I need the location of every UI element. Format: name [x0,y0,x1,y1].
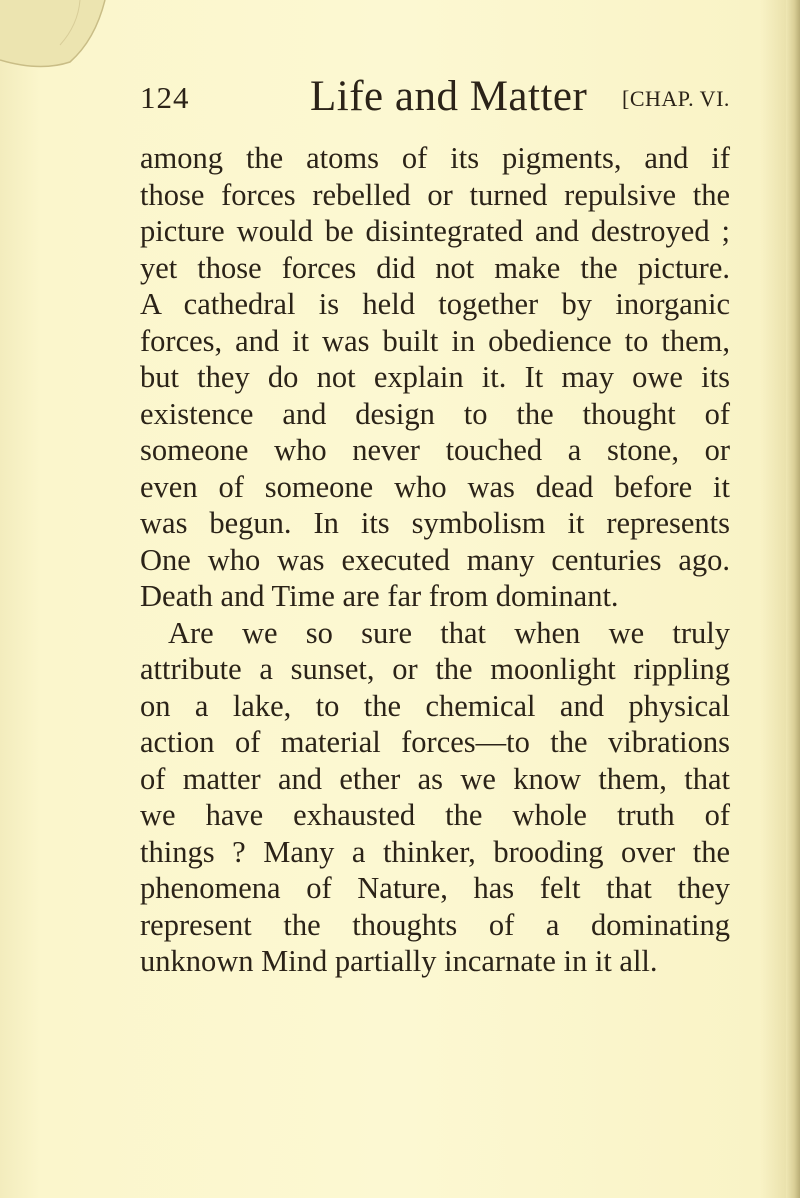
page-header [0,70,800,130]
text-line: among the atoms of its pigments, and if [140,141,730,175]
text-line: we have exhausted the whole truth of [140,798,730,832]
page-number: 124 [140,80,190,115]
text-line: action of material forces—to the vibrations [140,725,730,759]
page-corner-fold [0,0,110,80]
text-line: existence and design to the thought of [140,396,730,431]
body-text [140,140,730,980]
text-line: those forces rebelled or turned repulsive the [140,177,730,212]
text-line: yet those forces did not make the picture. [140,250,730,285]
text-line: even of someone who was dead before it [140,469,730,504]
chapter-reference: [CHAP. VI. [622,86,730,111]
text-line: picture would be disintegrated and destroyed ; [140,214,730,248]
text-line: but they do not explain it. It may owe its [140,360,730,394]
text-line: of matter and ether as we know them, that [140,761,730,796]
text-line: on a lake, to the chemical and physical [140,688,730,723]
text-line: One who was executed many centuries ago. [140,542,730,577]
running-title: Life and Matter [310,73,588,120]
paragraph-end-line: Death and Time are far from dominant. [140,579,619,613]
text-line: forces, and it was built in obedience to them, [140,323,730,358]
text-line: things ? Many a thinker, brooding over the [140,834,730,869]
text-line: phenomena of Nature, has felt that they [140,871,730,905]
paragraph-end-line: unknown Mind partially incarnate in it all. [140,944,658,978]
page-edge-shadow [786,0,800,1198]
text-line: A cathedral is held together by inorganic [140,287,730,321]
paragraph-start-line: Are we so sure that when we truly [168,615,730,650]
text-line: someone who never touched a stone, or [140,433,730,467]
text-line: represent the thoughts of a dominating [140,907,730,942]
text-line: was begun. In its symbolism it represents [140,506,730,540]
text-line: attribute a sunset, or the moonlight rippling [140,652,730,686]
